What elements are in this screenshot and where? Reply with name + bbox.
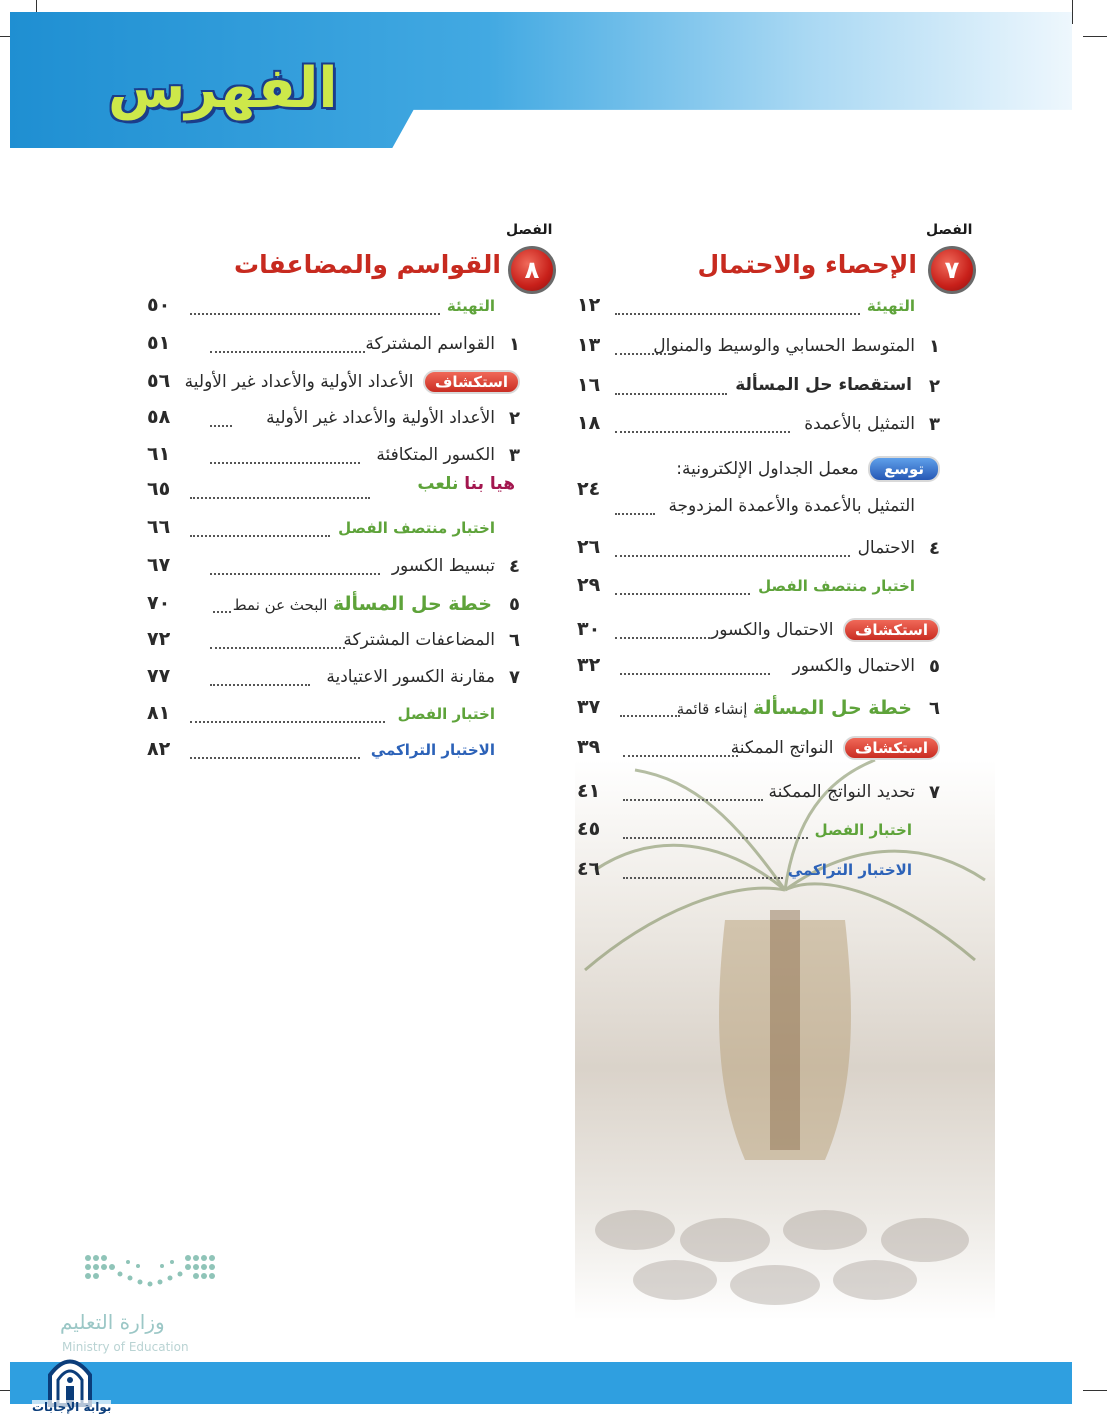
leader-dots	[210, 424, 232, 427]
chapter-number-badge: ٧	[928, 246, 976, 294]
page-number: ٥٨	[147, 406, 171, 428]
row-text	[417, 474, 515, 494]
row-text: الأعداد الأولية والأعداد غير الأولية	[266, 408, 495, 428]
explore-badge: استكشاف	[843, 618, 940, 642]
leader-dots	[623, 836, 808, 839]
toc-row[interactable]	[575, 654, 940, 684]
row-subtext: البحث عن نمط	[232, 596, 328, 614]
lesson-number: ٤	[509, 556, 520, 577]
ministry-logo	[58, 1250, 218, 1304]
row-text: الاختبار التراكمي	[370, 741, 495, 759]
leader-dots	[620, 714, 680, 717]
footer-band	[10, 1362, 1072, 1404]
lesson-number: ٦	[509, 630, 520, 651]
page-number: ٢٤	[577, 478, 601, 500]
toc-row[interactable]	[145, 592, 520, 622]
row-text: تحديد النواتج الممكنة	[768, 782, 915, 802]
chapter-label: الفصل	[926, 222, 973, 238]
page-number: ٧٠	[147, 592, 171, 614]
page-number: ١٢	[577, 294, 601, 316]
leader-dots	[623, 876, 783, 879]
leader-dots	[210, 350, 365, 353]
lesson-number: ١	[929, 336, 940, 357]
page-number: ٦٥	[147, 478, 171, 500]
leader-dots	[190, 720, 385, 723]
toc-row[interactable]	[575, 618, 940, 648]
page-number: ٦٧	[147, 554, 171, 576]
toc-row[interactable]	[145, 294, 520, 324]
leader-dots	[620, 672, 770, 675]
lesson-number: ٢	[929, 376, 940, 397]
play-word-2: نلعب	[417, 474, 459, 494]
leader-dots	[615, 392, 727, 395]
lesson-number: ٤	[929, 538, 940, 559]
row-text	[677, 697, 912, 719]
chapter-number-badge: ٨	[508, 246, 556, 294]
leader-dots	[615, 512, 655, 515]
toc-row[interactable]	[145, 370, 520, 400]
row-text	[185, 370, 520, 394]
page-number: ٦١	[147, 443, 171, 465]
row-text: الاحتمال	[857, 538, 915, 558]
problem-solving-plan-label: خطة حل المسألة	[332, 593, 492, 615]
page-number: ١٦	[577, 374, 601, 396]
leader-dots	[210, 646, 345, 649]
lesson-number: ٧	[929, 782, 940, 803]
play-word-1: هيا بنا	[464, 474, 515, 494]
problem-solving-plan-label: خطة حل المسألة	[752, 697, 912, 719]
ministry-logo-icon	[78, 1250, 218, 1300]
leader-dots	[615, 554, 850, 557]
row-subtext: إنشاء قائمة	[676, 700, 748, 718]
row-text: تبسيط الكسور	[391, 556, 495, 576]
row-text: التمثيل بالأعمدة	[804, 414, 915, 434]
page-number: ٧٧	[147, 665, 171, 687]
toc-row[interactable]	[575, 780, 940, 810]
page-number: ٥٠	[147, 294, 171, 316]
page-number: ٢٦	[577, 536, 601, 558]
toc-row[interactable]	[575, 374, 940, 404]
toc-row[interactable]	[575, 334, 940, 364]
row-text-label: الاحتمال والكسور	[711, 620, 834, 640]
toc-row[interactable]	[575, 858, 940, 888]
explore-badge: استكشاف	[843, 736, 940, 760]
leader-dots	[210, 683, 310, 686]
row-text: الكسور المتكافئة	[376, 445, 495, 465]
leader-dots	[615, 636, 710, 639]
toc-row[interactable]	[575, 696, 940, 726]
page-number: ٤٥	[577, 818, 601, 840]
leader-dots	[615, 312, 860, 315]
extension-badge: توسع	[868, 456, 940, 482]
toc-row[interactable]	[575, 736, 940, 766]
crop-mark	[1083, 36, 1107, 37]
leader-dots	[213, 610, 231, 613]
chapter-label: الفصل	[506, 222, 553, 238]
leader-dots	[210, 461, 360, 464]
leader-dots	[615, 592, 750, 595]
page-number: ٣٩	[577, 736, 601, 758]
lesson-number: ٣	[509, 445, 520, 466]
row-text-line2: التمثيل بالأعمدة والأعمدة المزدوجة	[668, 496, 915, 516]
toc-row[interactable]	[145, 628, 520, 658]
page-number: ٥٦	[147, 370, 171, 392]
leader-dots	[615, 352, 670, 355]
page-number: ٨٢	[147, 738, 171, 760]
row-text: المتوسط الحسابي والوسيط والمنوال	[653, 336, 915, 356]
leader-dots	[623, 798, 763, 801]
row-text: المضاعفات المشتركة	[343, 630, 495, 650]
toc-row[interactable]	[575, 536, 940, 566]
row-text	[676, 456, 940, 482]
leader-dots	[190, 312, 440, 315]
toc-row[interactable]	[575, 412, 940, 442]
toc-row[interactable]	[145, 476, 520, 506]
toc-row[interactable]	[145, 554, 520, 584]
page-number: ٤١	[577, 780, 601, 802]
row-text	[711, 618, 940, 642]
row-text: القواسم المشتركة	[365, 334, 495, 354]
toc-row[interactable]	[145, 443, 520, 473]
row-text-label: الأعداد الأولية والأعداد غير الأولية	[184, 372, 414, 392]
leader-dots	[615, 430, 790, 433]
page-number: ٤٦	[577, 858, 601, 880]
page-title: الفهرس	[108, 56, 338, 121]
row-text-line1: معمل الجداول الإلكترونية:	[676, 459, 859, 479]
lesson-number: ١	[509, 334, 520, 355]
lesson-number: ٣	[929, 414, 940, 435]
row-text: اختبار الفصل	[814, 821, 912, 839]
page-number: ١٣	[577, 334, 601, 356]
lesson-number: ٦	[929, 698, 940, 719]
page-number: ٦٦	[147, 516, 171, 538]
row-text: اختبار منتصف الفصل	[758, 577, 915, 595]
lesson-number: ٥	[509, 594, 520, 615]
leader-dots	[623, 754, 738, 757]
toc-row[interactable]	[145, 738, 520, 768]
ministry-name-english: Ministry of Education	[62, 1340, 189, 1354]
lesson-number: ٧	[509, 667, 520, 688]
row-text: اختبار منتصف الفصل	[338, 519, 495, 537]
crop-mark	[1072, 0, 1073, 24]
leader-dots	[190, 534, 330, 537]
page-number: ٨١	[147, 702, 171, 724]
page-number: ١٨	[577, 412, 601, 434]
toc-row[interactable]	[575, 294, 940, 324]
row-text: استقصاء حل المسألة	[735, 375, 912, 395]
row-text: التهيئة	[866, 297, 915, 315]
page-number: ٣٧	[577, 696, 601, 718]
lesson-number: ٢	[509, 408, 520, 429]
row-text: التهيئة	[446, 297, 495, 315]
page-number: ٥١	[147, 332, 171, 354]
chapter-title: القواسم والمضاعفات	[234, 250, 501, 279]
toc-row[interactable]	[145, 665, 520, 695]
row-text-label: النواتج الممكنة	[730, 738, 834, 758]
toc-row[interactable]	[575, 574, 940, 604]
explore-badge: استكشاف	[423, 370, 520, 394]
page-number: ٢٩	[577, 574, 601, 596]
toc-row[interactable]	[145, 702, 520, 732]
row-text: الاختبار التراكمي	[787, 861, 912, 879]
portal-name: بوابة الإجابات	[32, 1400, 112, 1414]
page-number: ٣٢	[577, 654, 601, 676]
leader-dots	[190, 756, 360, 759]
leader-dots	[210, 572, 380, 575]
lesson-number: ٥	[929, 656, 940, 677]
crop-mark	[1083, 1390, 1107, 1391]
row-text	[233, 593, 492, 615]
page-number: ٣٠	[577, 618, 601, 640]
toc-row[interactable]	[575, 456, 940, 522]
row-text: اختبار الفصل	[397, 705, 495, 723]
toc-row[interactable]	[145, 332, 520, 362]
toc-row[interactable]	[575, 818, 940, 848]
page-number: ٧٢	[147, 628, 171, 650]
row-text: الاحتمال والكسور	[792, 656, 915, 676]
chapter-title: الإحصاء والاحتمال	[697, 250, 917, 279]
leader-dots	[190, 496, 370, 499]
ministry-name-arabic: وزارة التعليم	[60, 1310, 165, 1334]
row-text	[731, 736, 940, 760]
toc-row[interactable]	[145, 516, 520, 546]
toc-row[interactable]	[145, 406, 520, 436]
row-text: مقارنة الكسور الاعتيادية	[326, 667, 495, 687]
